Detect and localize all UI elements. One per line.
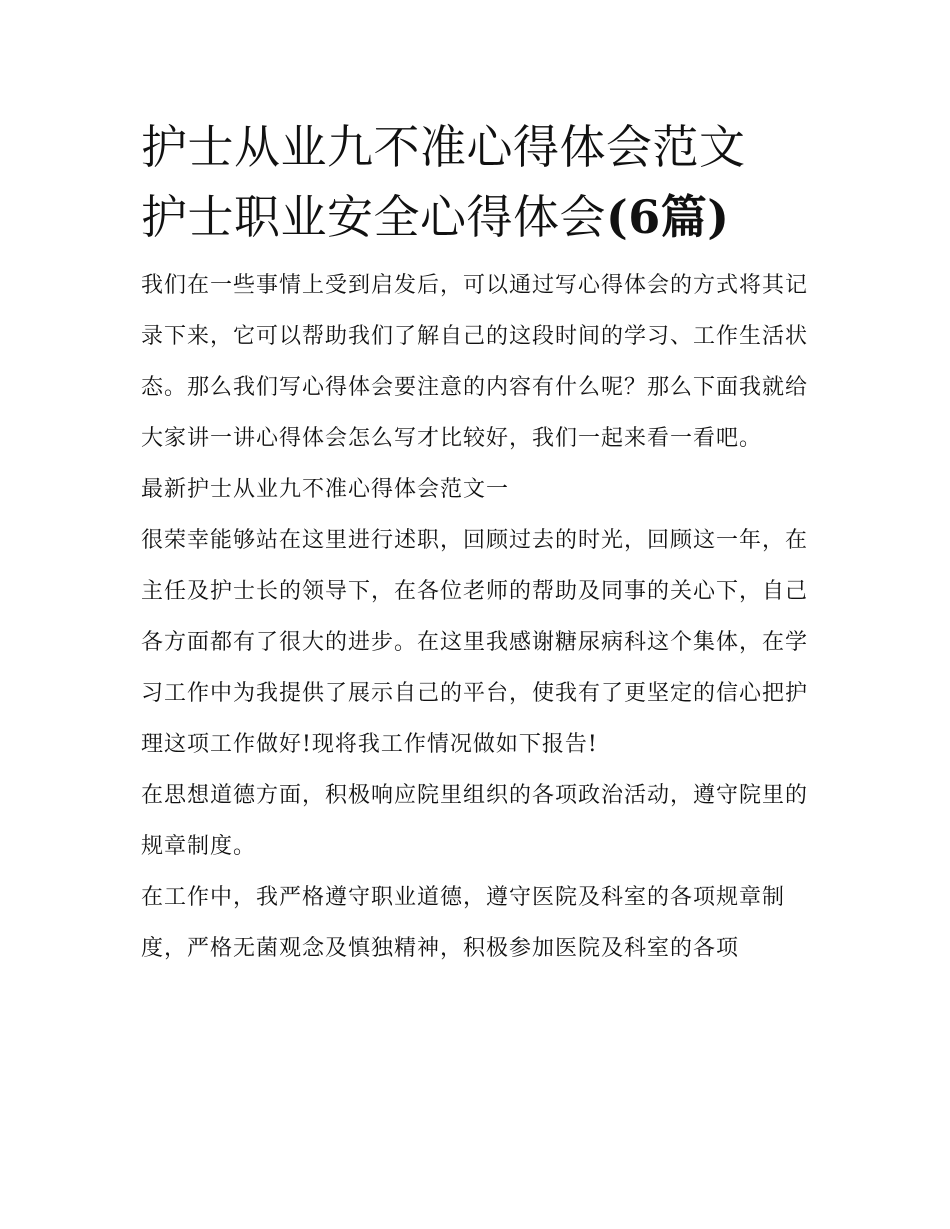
document-title: [141, 112, 816, 252]
section-heading: 最新护士从业九不准心得体会范文一: [141, 477, 510, 502]
body-paragraph-2: 在思想道德方面，积极响应院里组织的各项政治活动，遵守院里的规章制度。: [141, 783, 809, 859]
title-line-2: 护士职业安全心得体会: [141, 190, 606, 244]
document-page: [141, 112, 816, 974]
body-paragraph-3: 在工作中，我严格遵守职业道德，遵守医院及科室的各项规章制度，严格无菌观念及慎独精神，积极参加医院及科室的各项: [141, 885, 786, 961]
title-line-1: 护士从业九不准心得体会范文: [141, 120, 746, 174]
body-paragraph-1: 很荣幸能够站在这里进行述职，回顾过去的时光，回顾这一年，在主任及护士长的领导下，在各位老师的帮助及同事的关心下，自己各方面都有了很大的进步。在这里我感谢糖尿病科这个集体，在学习工作中为我提供了展示自己的平台，使我有了更坚定的信心把护理这项工作做好!现将我工作情况做如下报告!: [141, 528, 809, 757]
intro-paragraph: 我们在一些事情上受到启发后，可以通过写心得体会的方式将其记录下来，它可以帮助我们了解自己的这段时间的学习、工作生活状态。那么我们写心得体会要注意的内容有什么呢？那么下面我就给大家讲一讲心得体会怎么写才比较好，我们一起来看一看吧。: [141, 273, 809, 451]
title-suffix: (6篇): [606, 190, 730, 244]
